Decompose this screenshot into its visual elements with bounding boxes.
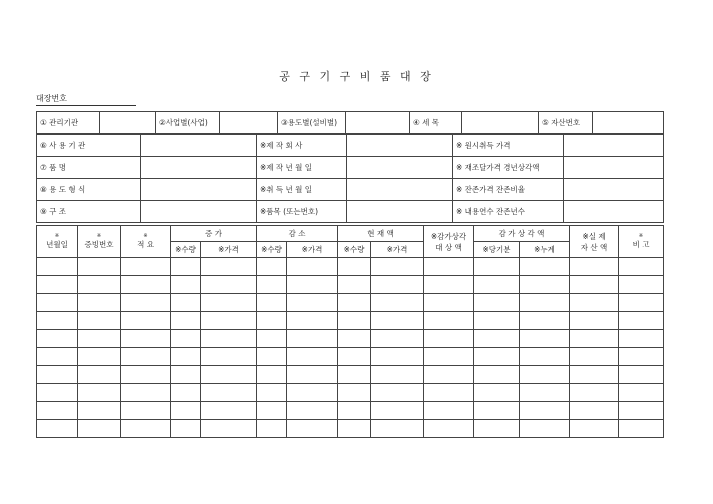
ledger-cell[interactable] — [371, 330, 424, 348]
item-name-label: ⑦ 품 명 — [37, 157, 141, 179]
ledger-cell[interactable] — [257, 366, 287, 384]
asset-info-table — [36, 134, 664, 223]
table-row — [37, 294, 664, 312]
ledger-cell[interactable] — [201, 348, 257, 366]
ledger-cell[interactable] — [474, 402, 520, 420]
ledger-cell[interactable] — [78, 366, 121, 384]
ledger-cell[interactable] — [171, 402, 201, 420]
ledger-cell[interactable] — [619, 276, 664, 294]
page-title: 공 구 기 구 비 품 대 장 — [279, 70, 434, 83]
manufacturer-label: ※제 작 회 사 — [257, 135, 347, 157]
ledger-cell[interactable] — [371, 294, 424, 312]
ledger-cell[interactable] — [474, 258, 520, 276]
manufacturer-cell[interactable] — [347, 135, 453, 157]
ledger-cell[interactable] — [171, 276, 201, 294]
ledger-cell[interactable] — [201, 294, 257, 312]
ledger-cell[interactable] — [570, 258, 619, 276]
structure-label: ⑨ 구 조 — [37, 201, 141, 223]
ledger-cell[interactable] — [619, 402, 664, 420]
ledger-cell[interactable] — [257, 420, 287, 438]
ledger-cell[interactable] — [371, 276, 424, 294]
ledger-cell[interactable] — [570, 366, 619, 384]
ledger-cell[interactable] — [520, 294, 570, 312]
item-number-label: ※품목 (또는번호) — [257, 201, 347, 223]
ledger-cell[interactable] — [520, 312, 570, 330]
replacement-cost-cell[interactable] — [564, 157, 664, 179]
asset-number-label: ⑤ 자산번호 — [539, 112, 593, 134]
ledger-cell[interactable] — [338, 294, 371, 312]
ledger-cell[interactable] — [424, 312, 474, 330]
original-cost-cell[interactable] — [564, 135, 664, 157]
current-qty-header: ※수량 — [338, 242, 371, 258]
table-row — [37, 366, 664, 384]
ledger-cell[interactable] — [78, 384, 121, 402]
asset-number-cell[interactable] — [593, 112, 664, 134]
ledger-cell[interactable] — [474, 312, 520, 330]
ledger-cell[interactable] — [37, 366, 78, 384]
usage-cell[interactable] — [346, 112, 410, 134]
table-row — [37, 420, 664, 438]
date-header: ※ 년월일 — [37, 226, 78, 258]
ledger-cell[interactable] — [424, 384, 474, 402]
ledger-cell[interactable] — [338, 366, 371, 384]
usage-type-cell[interactable] — [141, 179, 257, 201]
ledger-cell[interactable] — [201, 366, 257, 384]
decrease-price-header: ※가격 — [287, 242, 338, 258]
ledger-cell[interactable] — [424, 258, 474, 276]
net-asset-header: ※실 제 자 산 액 — [570, 226, 619, 258]
ledger-cell[interactable] — [121, 330, 171, 348]
table-row — [37, 312, 664, 330]
using-agency-label: ⑥ 사 용 기 관 — [37, 135, 141, 157]
business-label: ②사업별(사업) — [156, 112, 220, 134]
ledger-cell[interactable] — [424, 276, 474, 294]
ledger-cell[interactable] — [37, 384, 78, 402]
ledger-cell[interactable] — [520, 384, 570, 402]
ledger-cell[interactable] — [287, 402, 338, 420]
subcategory-cell[interactable] — [462, 112, 539, 134]
useful-life-cell[interactable] — [564, 201, 664, 223]
table-row — [37, 330, 664, 348]
subcategory-label: ④ 세 목 — [410, 112, 462, 134]
item-name-cell[interactable] — [141, 157, 257, 179]
ledger-cell[interactable] — [78, 258, 121, 276]
depreciation-period-header: ※당기분 — [474, 242, 520, 258]
ledger-cell[interactable] — [619, 420, 664, 438]
ledger-cell[interactable] — [201, 402, 257, 420]
ledger-cell[interactable] — [338, 402, 371, 420]
ledger-cell[interactable] — [121, 420, 171, 438]
table-row — [37, 276, 664, 294]
management-agency-label: ① 관리기관 — [37, 112, 100, 134]
table-row — [37, 348, 664, 366]
ledger-cell[interactable] — [424, 348, 474, 366]
ledger-cell[interactable] — [424, 330, 474, 348]
ledger-cell[interactable] — [171, 258, 201, 276]
manufacture-date-label: ※제 작 년 월 일 — [257, 157, 347, 179]
ledger-cell[interactable] — [520, 402, 570, 420]
ledger-cell[interactable] — [287, 348, 338, 366]
voucher-header: ※ 증빙번호 — [78, 226, 121, 258]
ledger-cell[interactable] — [371, 402, 424, 420]
increase-qty-header: ※수량 — [171, 242, 201, 258]
increase-price-header: ※가격 — [201, 242, 257, 258]
ledger-cell[interactable] — [520, 366, 570, 384]
ledger-cell[interactable] — [37, 348, 78, 366]
ledger-cell[interactable] — [619, 330, 664, 348]
ledger-cell[interactable] — [474, 366, 520, 384]
ledger-cell[interactable] — [287, 420, 338, 438]
replacement-cost-label: ※ 재조달가격 경년상각액 — [453, 157, 564, 179]
ledger-cell[interactable] — [121, 348, 171, 366]
ledger-cell[interactable] — [371, 384, 424, 402]
management-agency-cell[interactable] — [100, 112, 156, 134]
asset-header-table — [36, 111, 664, 134]
ledger-cell[interactable] — [287, 330, 338, 348]
ledger-cell[interactable] — [171, 294, 201, 312]
ledger-cell[interactable] — [474, 348, 520, 366]
ledger-cell[interactable] — [570, 294, 619, 312]
ledger-cell[interactable] — [619, 294, 664, 312]
ledger-cell[interactable] — [474, 420, 520, 438]
ledger-cell[interactable] — [121, 384, 171, 402]
ledger-cell[interactable] — [78, 330, 121, 348]
ledger-cell[interactable] — [570, 420, 619, 438]
ledger-cell[interactable] — [619, 366, 664, 384]
decrease-qty-header: ※수량 — [257, 242, 287, 258]
ledger-cell[interactable] — [37, 258, 78, 276]
ledger-cell[interactable] — [257, 258, 287, 276]
ledger-cell[interactable] — [371, 366, 424, 384]
ledger-cell[interactable] — [338, 258, 371, 276]
ledger-cell[interactable] — [287, 312, 338, 330]
ledger-cell[interactable] — [257, 330, 287, 348]
ledger-cell[interactable] — [619, 312, 664, 330]
ledger-cell[interactable] — [474, 294, 520, 312]
ledger-cell[interactable] — [338, 348, 371, 366]
increase-header: 증 가 — [171, 226, 257, 242]
acquisition-date-cell[interactable] — [347, 179, 453, 201]
ledger-cell[interactable] — [424, 366, 474, 384]
ledger-cell[interactable] — [171, 420, 201, 438]
ledger-cell[interactable] — [474, 384, 520, 402]
ledger-cell[interactable] — [257, 294, 287, 312]
residual-value-label: ※ 잔존가격 잔존비율 — [453, 179, 564, 201]
ledger-cell[interactable] — [520, 348, 570, 366]
ledger-cell[interactable] — [619, 258, 664, 276]
ledger-cell[interactable] — [371, 312, 424, 330]
current-price-header: ※가격 — [371, 242, 424, 258]
ledger-cell[interactable] — [257, 402, 287, 420]
ledger-cell[interactable] — [37, 294, 78, 312]
ledger-cell[interactable] — [201, 330, 257, 348]
ledger-cell[interactable] — [287, 384, 338, 402]
ledger-cell[interactable] — [338, 384, 371, 402]
ledger-cell[interactable] — [424, 294, 474, 312]
ledger-cell[interactable] — [37, 420, 78, 438]
ledger-cell[interactable] — [37, 402, 78, 420]
ledger-cell[interactable] — [121, 312, 171, 330]
structure-cell[interactable] — [141, 201, 257, 223]
ledger-cell[interactable] — [424, 402, 474, 420]
ledger-cell[interactable] — [520, 258, 570, 276]
ledger-cell[interactable] — [171, 384, 201, 402]
ledger-cell[interactable] — [287, 294, 338, 312]
ledger-cell[interactable] — [121, 402, 171, 420]
ledger-cell[interactable] — [570, 312, 619, 330]
ledger-cell[interactable] — [570, 276, 619, 294]
ledger-cell[interactable] — [201, 258, 257, 276]
ledger-cell[interactable] — [338, 312, 371, 330]
ledger-cell[interactable] — [570, 348, 619, 366]
residual-value-cell[interactable] — [564, 179, 664, 201]
ledger-cell[interactable] — [474, 276, 520, 294]
table-row — [37, 384, 664, 402]
ledger-cell[interactable] — [78, 312, 121, 330]
usage-label: ③용도별(설비별) — [278, 112, 346, 134]
ledger-cell[interactable] — [171, 348, 201, 366]
ledger-cell[interactable] — [37, 312, 78, 330]
summary-header: ※ 적 요 — [121, 226, 171, 258]
ledger-cell[interactable] — [257, 312, 287, 330]
table-row — [37, 258, 664, 276]
ledger-cell[interactable] — [78, 420, 121, 438]
ledger-cell[interactable] — [201, 276, 257, 294]
decrease-header: 감 소 — [257, 226, 338, 242]
item-number-cell[interactable] — [347, 201, 453, 223]
asset-ledger-table — [36, 225, 664, 438]
ledger-cell[interactable] — [619, 348, 664, 366]
ledger-cell[interactable] — [570, 330, 619, 348]
depreciation-base-header: ※감가상각 대 상 액 — [424, 226, 474, 258]
ledger-cell[interactable] — [520, 420, 570, 438]
ledger-cell[interactable] — [424, 420, 474, 438]
ledger-cell[interactable] — [619, 384, 664, 402]
depreciation-header: 감 가 상 각 액 — [474, 226, 570, 242]
ledger-cell[interactable] — [287, 276, 338, 294]
ledger-cell[interactable] — [78, 294, 121, 312]
ledger-cell[interactable] — [371, 348, 424, 366]
ledger-cell[interactable] — [520, 276, 570, 294]
ledger-cell[interactable] — [257, 384, 287, 402]
ledger-cell[interactable] — [338, 420, 371, 438]
ledger-cell[interactable] — [78, 402, 121, 420]
ledger-cell[interactable] — [121, 294, 171, 312]
ledger-cell[interactable] — [287, 366, 338, 384]
ledger-cell[interactable] — [121, 258, 171, 276]
ledger-cell[interactable] — [171, 312, 201, 330]
ledger-cell[interactable] — [201, 312, 257, 330]
ledger-cell[interactable] — [474, 330, 520, 348]
ledger-cell[interactable] — [171, 366, 201, 384]
original-cost-label: ※ 원시취득 가격 — [453, 135, 564, 157]
ledger-cell[interactable] — [338, 276, 371, 294]
acquisition-date-label: ※취 득 년 월 일 — [257, 179, 347, 201]
ledger-cell[interactable] — [37, 276, 78, 294]
ledger-cell[interactable] — [171, 330, 201, 348]
remarks-header: ※ 비 고 — [619, 226, 664, 258]
ledger-cell[interactable] — [570, 384, 619, 402]
useful-life-label: ※ 내용연수 잔존년수 — [453, 201, 564, 223]
ledger-cell[interactable] — [257, 276, 287, 294]
ledger-cell[interactable] — [121, 276, 171, 294]
ledger-cell[interactable] — [520, 330, 570, 348]
ledger-cell[interactable] — [201, 420, 257, 438]
ledger-cell[interactable] — [371, 258, 424, 276]
ledger-cell[interactable] — [78, 276, 121, 294]
ledger-cell[interactable] — [257, 348, 287, 366]
business-cell[interactable] — [220, 112, 278, 134]
ledger-cell[interactable] — [78, 348, 121, 366]
ledger-cell[interactable] — [121, 366, 171, 384]
ledger-cell[interactable] — [287, 258, 338, 276]
registry-number-field[interactable]: 대장번호 — [36, 93, 136, 106]
using-agency-cell[interactable] — [141, 135, 257, 157]
usage-type-label: ⑧ 용 도 형 식 — [37, 179, 141, 201]
ledger-cell[interactable] — [338, 330, 371, 348]
ledger-cell[interactable] — [37, 330, 78, 348]
depreciation-cumulative-header: ※누계 — [520, 242, 570, 258]
manufacture-date-cell[interactable] — [347, 157, 453, 179]
table-row — [37, 402, 664, 420]
ledger-cell[interactable] — [570, 402, 619, 420]
ledger-cell[interactable] — [371, 420, 424, 438]
current-amount-header: 현 재 액 — [338, 226, 424, 242]
ledger-cell[interactable] — [201, 384, 257, 402]
